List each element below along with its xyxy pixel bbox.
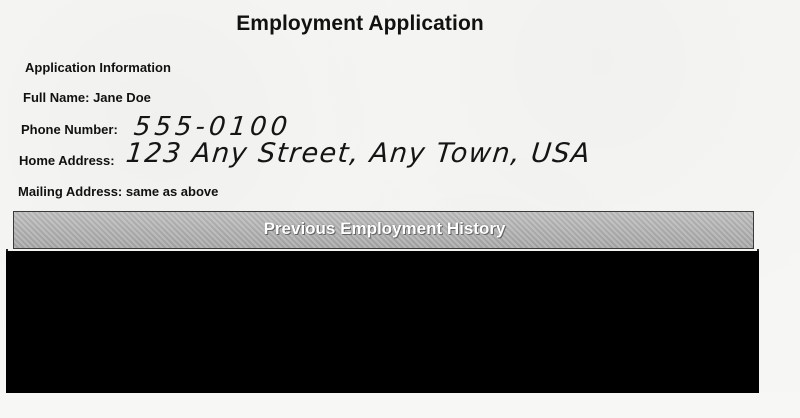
home-address-label: Home Address:	[19, 153, 115, 168]
phone-number-label: Phone Number:	[21, 122, 118, 137]
previous-employment-history-title: Previous Employment History	[263, 219, 506, 238]
previous-employment-history-header	[13, 211, 754, 249]
mailing-address-line: Mailing Address: same as above	[18, 184, 219, 199]
phone-number-value: 555-0100	[132, 112, 293, 142]
redaction-block	[6, 251, 759, 393]
full-name-line: Full Name: Jane Doe	[23, 90, 151, 105]
home-address-value: 123 Any Street, Any Town, USA	[124, 138, 593, 169]
form-title: Employment Application	[236, 12, 484, 35]
section-heading-application-information: Application Information	[25, 60, 171, 75]
page-bottom-strip	[0, 393, 800, 418]
